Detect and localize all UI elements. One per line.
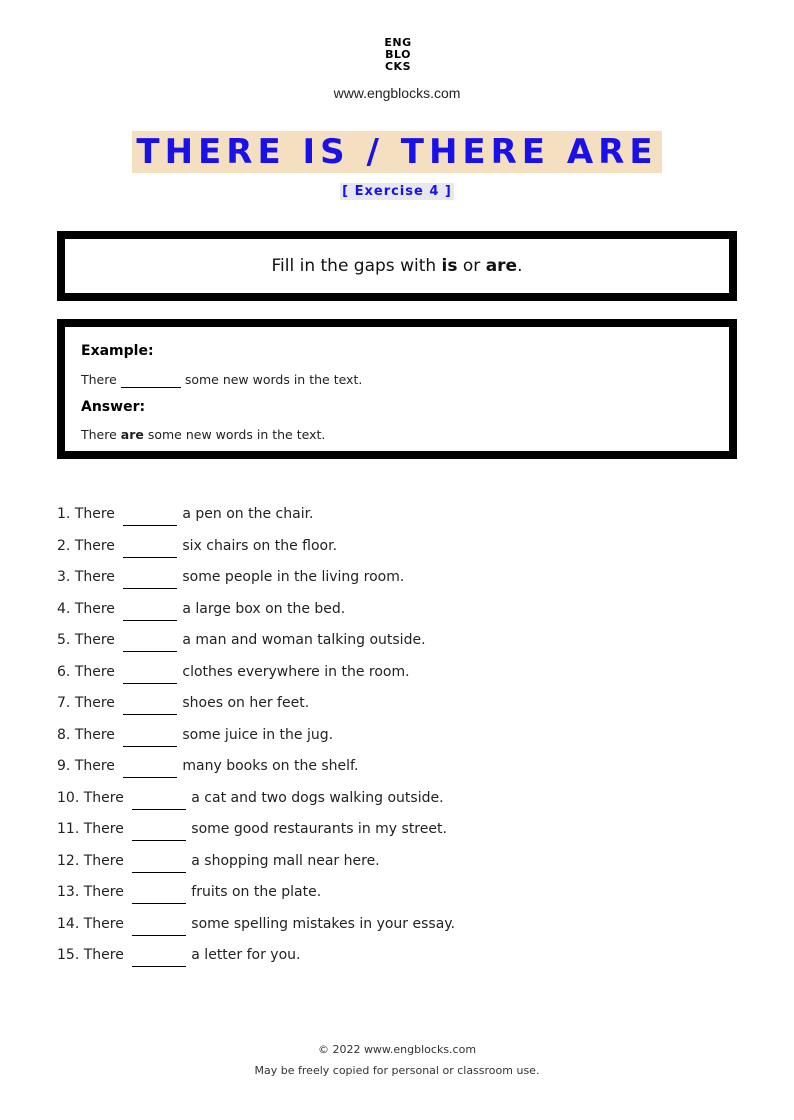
- question-item: [57, 818, 737, 850]
- answer-blank[interactable]: [132, 818, 186, 841]
- example-before: There: [81, 372, 117, 387]
- exercise-subtitle: [ Exercise 4 ]: [342, 184, 452, 199]
- question-item: [57, 598, 737, 630]
- question-item: [57, 944, 737, 976]
- question-before: There: [83, 947, 124, 963]
- question-before: There: [83, 789, 124, 806]
- question-after: some spelling mistakes in your essay.: [191, 915, 456, 932]
- answer-blank[interactable]: [132, 787, 186, 810]
- question-number: 6.: [57, 663, 71, 680]
- question-item: [57, 629, 737, 661]
- example-sentence: [81, 372, 362, 388]
- answer-blank[interactable]: [123, 724, 177, 747]
- question-number: 13.: [57, 884, 80, 900]
- instruction-suffix: .: [517, 256, 523, 276]
- question-number: 3.: [57, 569, 71, 585]
- question-item: [57, 755, 737, 787]
- question-item: [57, 535, 737, 567]
- question-after: clothes everywhere in the room.: [182, 663, 410, 680]
- example-after: some new words in the text.: [184, 372, 363, 387]
- logo-line-2: BLO: [385, 48, 411, 61]
- question-number: 12.: [57, 852, 80, 869]
- answer-blank[interactable]: [123, 629, 177, 652]
- question-after: some people in the living room.: [182, 569, 405, 585]
- instruction-box: [57, 231, 737, 301]
- question-before: There: [74, 600, 115, 617]
- question-after: six chairs on the floor.: [182, 537, 338, 554]
- answer-sentence: [81, 427, 325, 442]
- question-item: [57, 913, 737, 945]
- question-after: some good restaurants in my street.: [191, 821, 447, 837]
- example-label: Example:: [81, 343, 154, 359]
- question-number: 10.: [57, 789, 80, 806]
- logo-line-1: ENG: [384, 36, 412, 49]
- question-number: 4.: [57, 600, 71, 617]
- question-after: a man and woman talking outside.: [182, 632, 426, 648]
- question-item: [57, 692, 737, 724]
- question-number: 9.: [57, 758, 71, 774]
- answer-blank[interactable]: [132, 850, 186, 873]
- question-after: many books on the shelf.: [182, 758, 359, 774]
- answer-label: Answer:: [81, 399, 146, 415]
- instruction-middle: or: [457, 256, 486, 276]
- question-item: [57, 787, 737, 819]
- site-url[interactable]: www.engblocks.com: [333, 85, 461, 101]
- question-after: a cat and two dogs walking outside.: [191, 789, 444, 806]
- answer-before: There: [81, 427, 121, 442]
- logo-line-3: CKS: [384, 60, 412, 73]
- question-before: There: [83, 884, 124, 900]
- answer-blank[interactable]: [132, 881, 186, 904]
- question-before: There: [83, 821, 124, 837]
- question-before: There: [83, 915, 124, 932]
- question-item: [57, 850, 737, 882]
- question-after: a shopping mall near here.: [191, 852, 380, 869]
- page-title: THERE IS / THERE ARE: [132, 131, 661, 173]
- question-before: There: [74, 726, 115, 743]
- question-after: a large box on the bed.: [182, 600, 346, 617]
- question-before: There: [83, 852, 124, 869]
- question-after: a pen on the chair.: [182, 506, 314, 522]
- question-number: 7.: [57, 695, 71, 711]
- engblocks-logo: [378, 37, 418, 73]
- instruction-prefix: Fill in the gaps with: [271, 256, 442, 276]
- answer-after: some new words in the text.: [143, 427, 326, 442]
- question-before: There: [74, 632, 115, 648]
- question-before: There: [74, 537, 115, 554]
- instruction-word-is: is: [441, 256, 458, 276]
- example-box: [57, 319, 737, 459]
- answer-word: are: [120, 427, 144, 442]
- answer-blank[interactable]: [123, 755, 177, 778]
- answer-blank[interactable]: [132, 913, 186, 936]
- question-number: 2.: [57, 537, 71, 554]
- question-number: 11.: [57, 821, 80, 837]
- answer-blank[interactable]: [123, 566, 177, 589]
- question-before: There: [74, 569, 115, 585]
- question-item: [57, 503, 737, 535]
- footer-license: May be freely copied for personal or classroom use.: [254, 1064, 540, 1077]
- example-blank: [121, 372, 181, 388]
- question-before: There: [74, 695, 115, 711]
- question-item: [57, 661, 737, 693]
- question-list: [57, 503, 737, 976]
- question-number: 8.: [57, 726, 71, 743]
- question-before: There: [74, 758, 115, 774]
- question-number: 1.: [57, 506, 71, 522]
- question-item: [57, 724, 737, 756]
- subtitle-container: [0, 180, 794, 200]
- answer-blank[interactable]: [123, 503, 177, 526]
- question-after: a letter for you.: [191, 947, 301, 963]
- instruction-word-are: are: [485, 256, 518, 276]
- question-item: [57, 881, 737, 913]
- answer-blank[interactable]: [123, 598, 177, 621]
- question-item: [57, 566, 737, 598]
- question-after: some juice in the jug.: [182, 726, 334, 743]
- question-before: There: [74, 506, 115, 522]
- question-after: fruits on the plate.: [191, 884, 322, 900]
- instruction-text: [271, 256, 522, 276]
- answer-blank[interactable]: [123, 661, 177, 684]
- question-after: shoes on her feet.: [182, 695, 310, 711]
- title-container: [0, 131, 794, 173]
- answer-blank[interactable]: [123, 535, 177, 558]
- question-number: 14.: [57, 915, 80, 932]
- question-number: 5.: [57, 632, 71, 648]
- answer-blank[interactable]: [132, 944, 186, 967]
- footer-copyright: © 2022 www.engblocks.com: [317, 1043, 477, 1056]
- question-number: 15.: [57, 947, 80, 963]
- answer-blank[interactable]: [123, 692, 177, 715]
- question-before: There: [74, 663, 115, 680]
